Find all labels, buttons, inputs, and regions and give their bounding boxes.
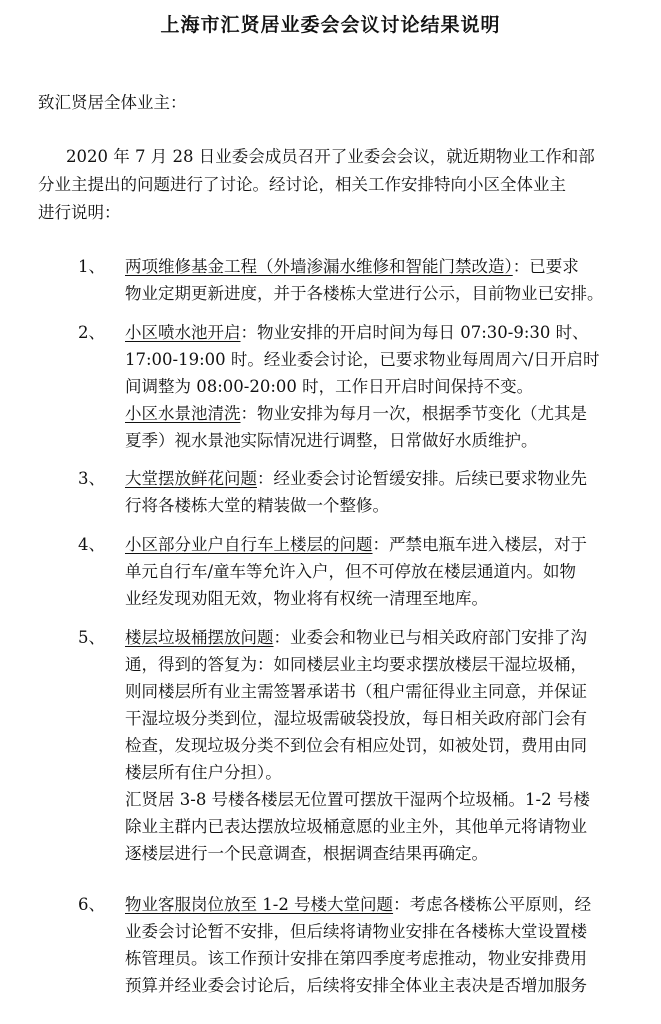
item-6-line-2: 业委会讨论暂不安排，但后续将请物业安排在各楼栋大堂设置楼	[125, 922, 587, 941]
item-1-text: ：已要求	[512, 257, 579, 276]
item-6-line-1	[125, 894, 591, 916]
intro-line-2: 分业主提出的问题进行了讨论。经讨论，相关工作安排特向小区全体业主	[38, 175, 566, 194]
item-3-heading: 大堂摆放鲜花问题	[125, 469, 257, 488]
item-5-text: ：业委会和物业已与相关政府部门安排了沟	[273, 628, 587, 647]
item-3-text: ：经业委会讨论暂缓安排。后续已要求物业先	[257, 469, 587, 488]
item-1-heading: 两项维修基金工程（外墙渗漏水维修和智能门禁改造）	[125, 257, 513, 276]
item-5-number: 5、	[78, 628, 105, 647]
item-2-sub-heading: 小区水景池清洗	[125, 404, 241, 423]
item-4-text: ：严禁电瓶车进入楼层，对于	[372, 535, 587, 554]
item-1-line-2: 物业定期更新进度，并于各楼栋大堂进行公示，目前物业已安排。	[125, 284, 604, 303]
item-1-number: 1、	[78, 257, 105, 276]
document-title: 上海市汇贤居业委会会议讨论结果说明	[160, 14, 501, 36]
item-1-line-1	[125, 256, 579, 278]
item-6-heading: 物业客服岗位放至 1-2 号楼大堂问题	[125, 895, 394, 914]
salutation: 致汇贤居全体业主：	[38, 93, 187, 112]
item-5-line-9: 逐楼层进行一个民意调查，根据调查结果再确定。	[125, 844, 488, 863]
item-4-number: 4、	[78, 535, 105, 554]
item-5-line-4: 干湿垃圾分类到位，湿垃圾需破袋投放，每日相关政府部门会有	[125, 709, 587, 728]
item-2-number: 2、	[78, 323, 105, 342]
item-2-line-1	[125, 322, 589, 344]
item-5-line-6: 楼层所有住户分担）。	[125, 763, 282, 782]
item-3-number: 3、	[78, 469, 105, 488]
item-6-text: ：考虑各楼栋公平原则，经	[393, 895, 592, 914]
item-2-line-3: 间调整为 08:00-20:00 时，工作日开启时间保持不变。	[125, 377, 534, 396]
item-5-line-2: 通，得到的答复为：如同楼层业主均要求摆放楼层干湿垃圾桶，	[125, 655, 587, 674]
intro-line-1: 2020 年 7 月 28 日业委会成员召开了业委会会议，就近期物业工作和部	[66, 147, 595, 166]
intro-line-3: 进行说明：	[38, 203, 121, 222]
item-5-line-1	[125, 627, 587, 649]
item-3-line-2: 行将各楼栋大堂的精装做一个整修。	[125, 496, 389, 515]
item-6-number: 6、	[78, 895, 105, 914]
item-2-line-2: 17:00-19:00 时。经业委会讨论，已要求物业每周周六/日开启时	[125, 350, 600, 369]
item-5-line-8: 除业主群内已表达摆放垃圾桶意愿的业主外，其他单元将请物业	[125, 817, 587, 836]
item-4-line-1	[125, 534, 587, 556]
item-3-line-1	[125, 468, 587, 490]
item-2-heading: 小区喷水池开启	[125, 323, 241, 342]
item-2-sub-line-2: 夏季）视水景池实际情况进行调整，日常做好水质维护。	[125, 431, 538, 450]
item-2-sub-text: ：物业安排为每月一次，根据季节变化（尤其是	[240, 404, 587, 423]
item-6-line-4: 预算并经业委会讨论后，后续将安排全体业主表决是否增加服务	[125, 976, 587, 995]
item-5-line-7: 汇贤居 3-8 号楼各楼层无位置可摆放干湿两个垃圾桶。1-2 号楼	[125, 790, 590, 809]
item-6-line-3: 栋管理员。该工作预计安排在第四季度考虑推动，物业安排费用	[125, 949, 587, 968]
item-5-line-5: 检查，发现垃圾分类不到位会有相应处罚，如被处罚，费用由同	[125, 736, 587, 755]
item-5-heading: 楼层垃圾桶摆放问题	[125, 628, 274, 647]
item-2-text: ：物业安排的开启时间为每日 07:30-9:30 时、	[240, 323, 589, 342]
item-4-heading: 小区部分业户自行车上楼层的问题	[125, 535, 373, 554]
item-4-line-2: 单元自行车/童车等允许入户，但不可停放在楼层通道内。如物	[125, 562, 577, 581]
item-2-sub-line-1	[125, 403, 587, 425]
item-4-line-3: 业经发现劝阻无效，物业将有权统一清理至地库。	[125, 589, 488, 608]
item-5-line-3: 则同楼层所有业主需签署承诺书（租户需征得业主同意，并保证	[125, 682, 587, 701]
